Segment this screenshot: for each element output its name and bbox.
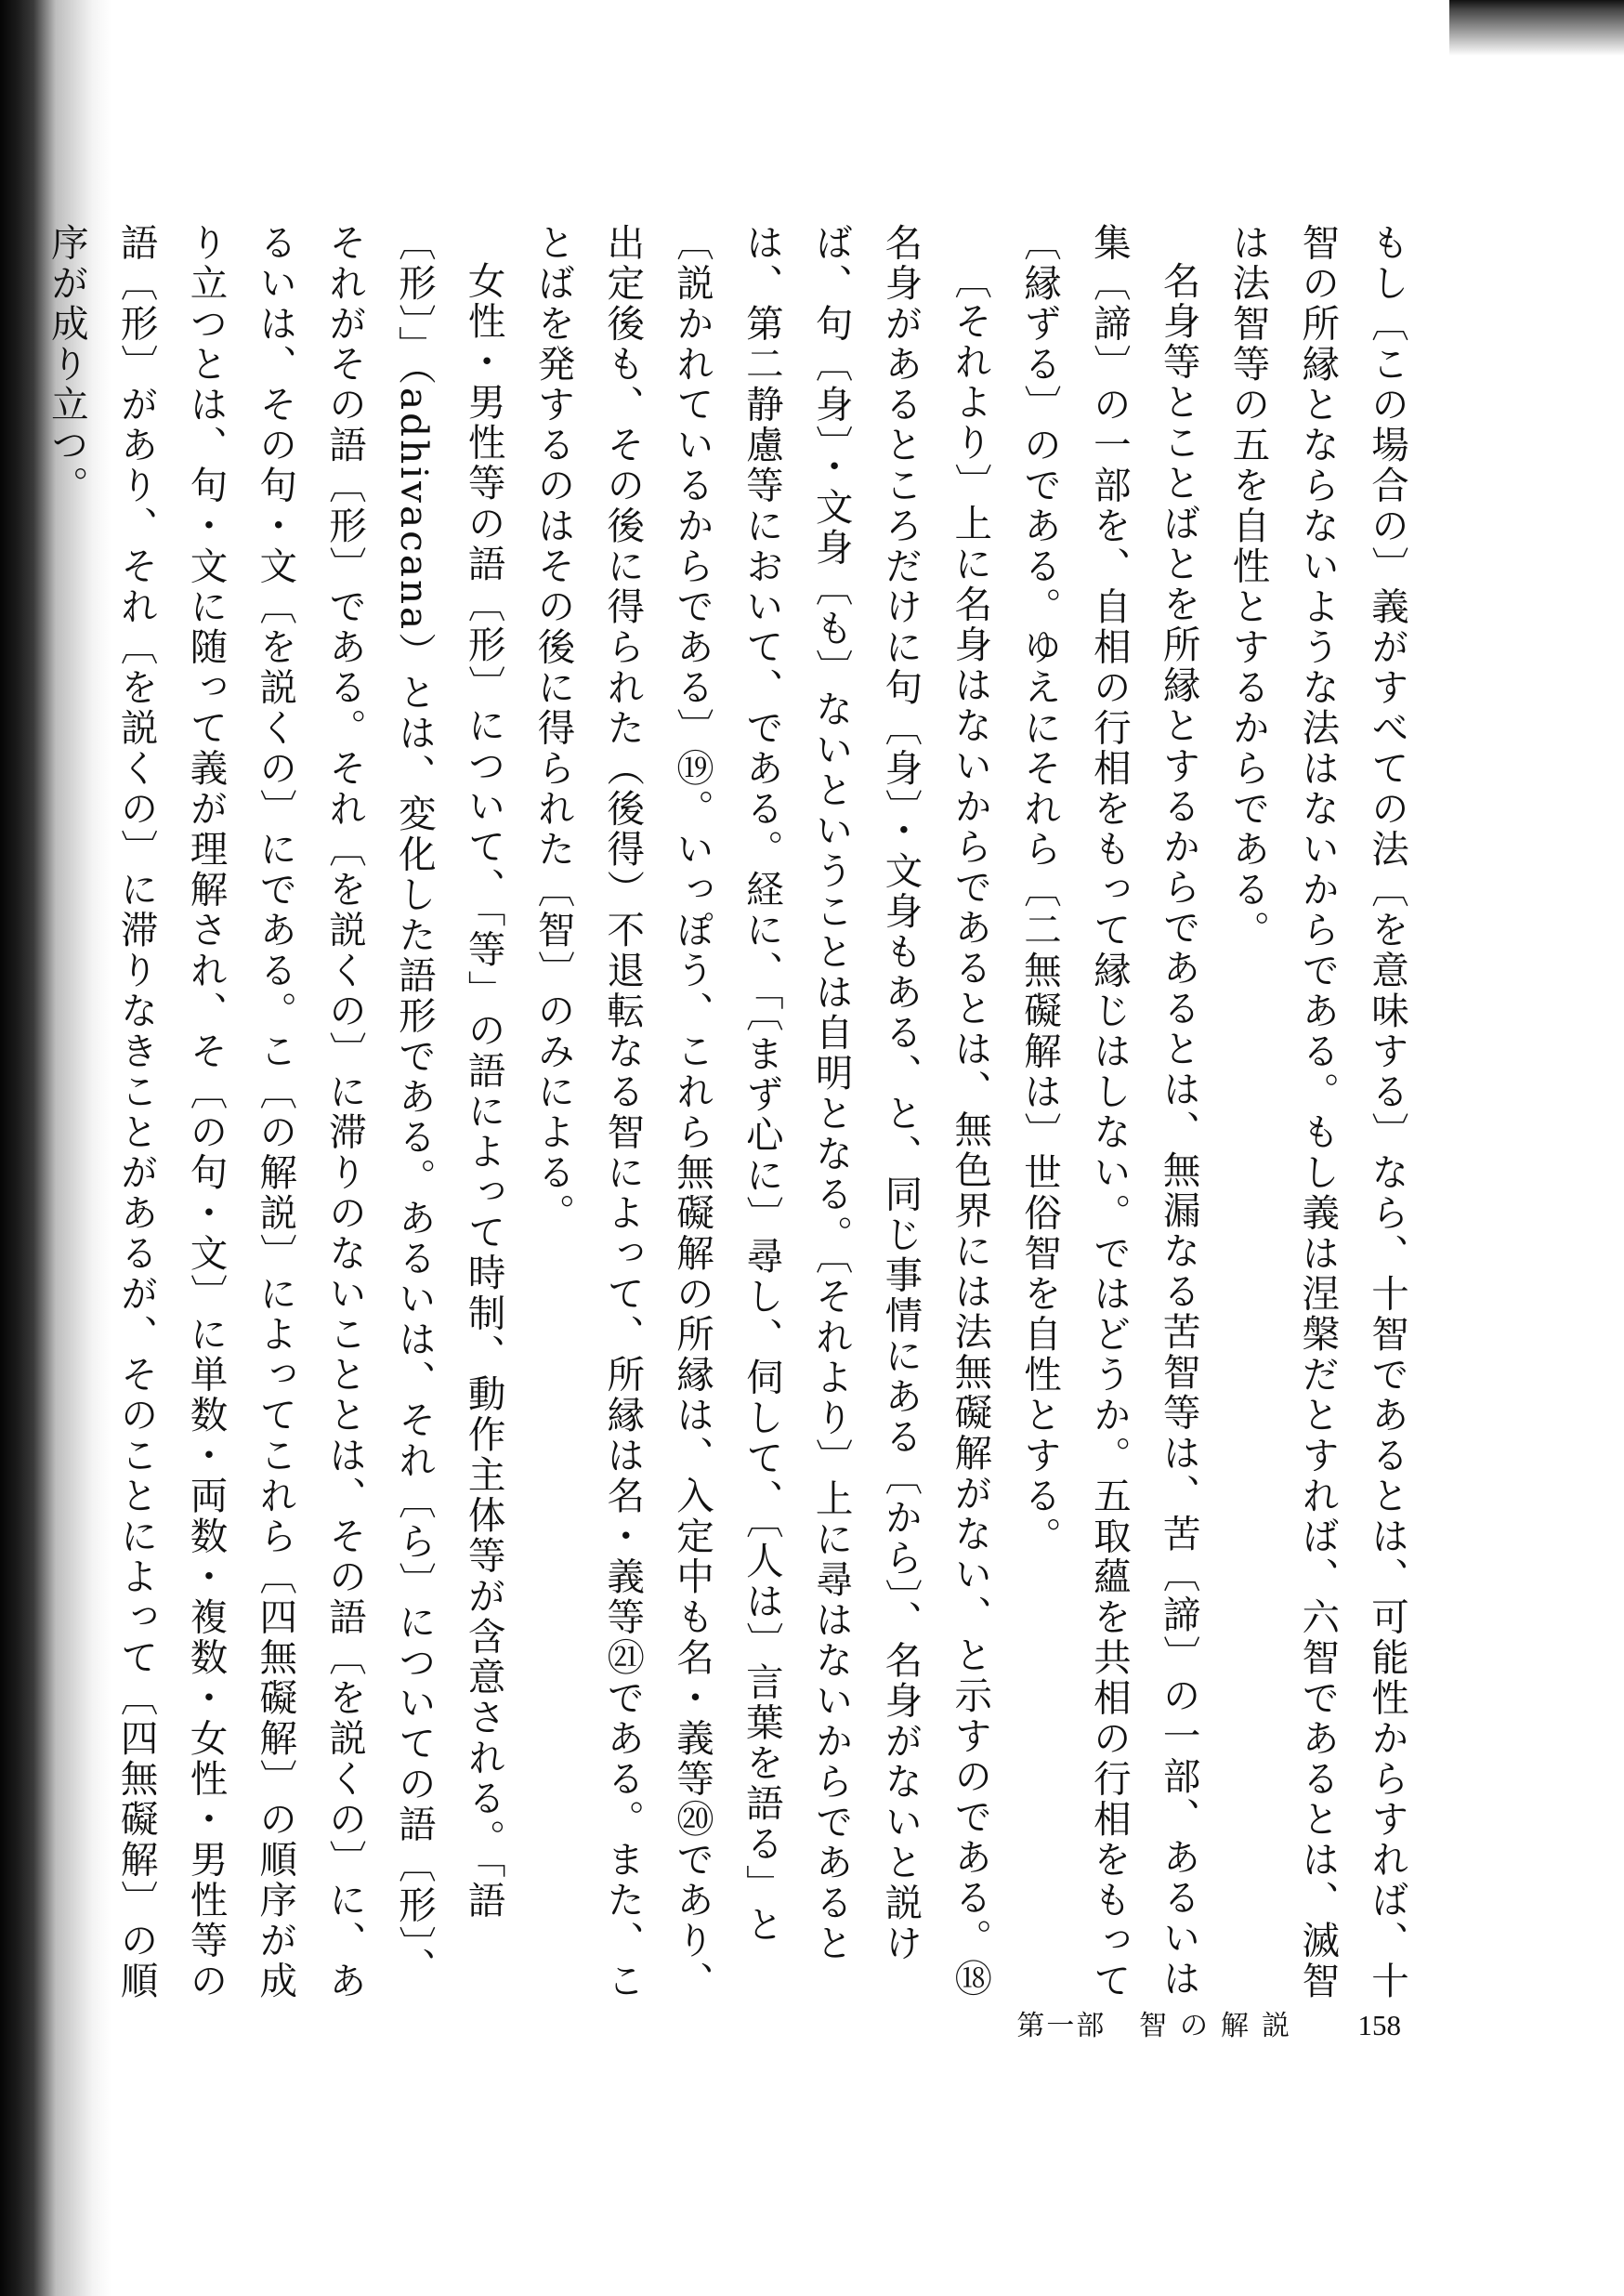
footer-title: 智の解説: [1138, 2010, 1303, 2042]
page-corner-shadow: [1449, 0, 1624, 65]
main-text: [44, 223, 1421, 2007]
footer-part: 第一部: [1016, 2010, 1107, 2042]
paragraph-4: 女性・男性等の語〔形〕について、「等」の語によって時制、動作主体等が含意される。「語〔形〕」（adhivacana）とは、変化した語形である。あるいは、それ〔ら〕についての語〔形〕、それがその語〔形〕である。それ〔を説くの〕に滞りのないこととは、その語〔を説くの〕に、あるいは、その句・文〔を説くの〕にである。こ〔の解説〕によってこれら〔四無礙解〕の順序が成り立つとは、句・文に随って義が理解され、そ〔の句・文〕に単数・両数・複数・女性・男性等の語〔形〕があり、それ〔を説くの〕に滞りなきことがあるが、そのことによって〔四無礙解〕の順序が成り立つ。: [44, 223, 506, 2001]
paragraph-3: 〔それより〕上に名身はないからであるとは、無色界には法無礙解がない、と示すのである。⑱名身があるところだけに句〔身〕・文身もある、と、同じ事情にある〔から〕、名身がないと説けば、句〔身〕・文身〔も〕ないということは自明となる。〔それより〕上に尋はないからであるとは、第二静慮等において、である。経に、「〔まず心に〕尋し、伺して、〔人は〕言葉を語る」と〔説かれているからである〕⑲。いっぽう、これら無礙解の所縁は、入定中も名・義等⑳であり、出定後も、その後に得られた（後得）不退転なる智によって、所縁は名・義等㉑である。また、ことばを発するのはその後に得られた〔智〕のみによる。: [530, 223, 993, 2001]
running-footer: [1016, 2002, 1401, 2043]
paragraph-1: もし〔この場合の〕義がすべての法〔を意味する〕なら、十智であるとは、可能性からすれば、十智の所縁とならないような法はないからである。もし義は涅槃だとすれば、六智であるとは、滅智は法智等の五を自性とするからである。: [1225, 223, 1409, 2001]
page-number: 158: [1357, 2009, 1401, 2041]
paragraph-2: 名身等とことばとを所縁とするからであるとは、無漏なる苦智等は、苦〔諦〕の一部、あるいは集〔諦〕の一部を、自相の行相をもって縁じはしない。ではどうか。五取蘊を共相の行相をもって〔縁ずる〕のである。ゆえにそれら〔二無礙解は〕世俗智を自性とする。: [1017, 223, 1201, 2001]
